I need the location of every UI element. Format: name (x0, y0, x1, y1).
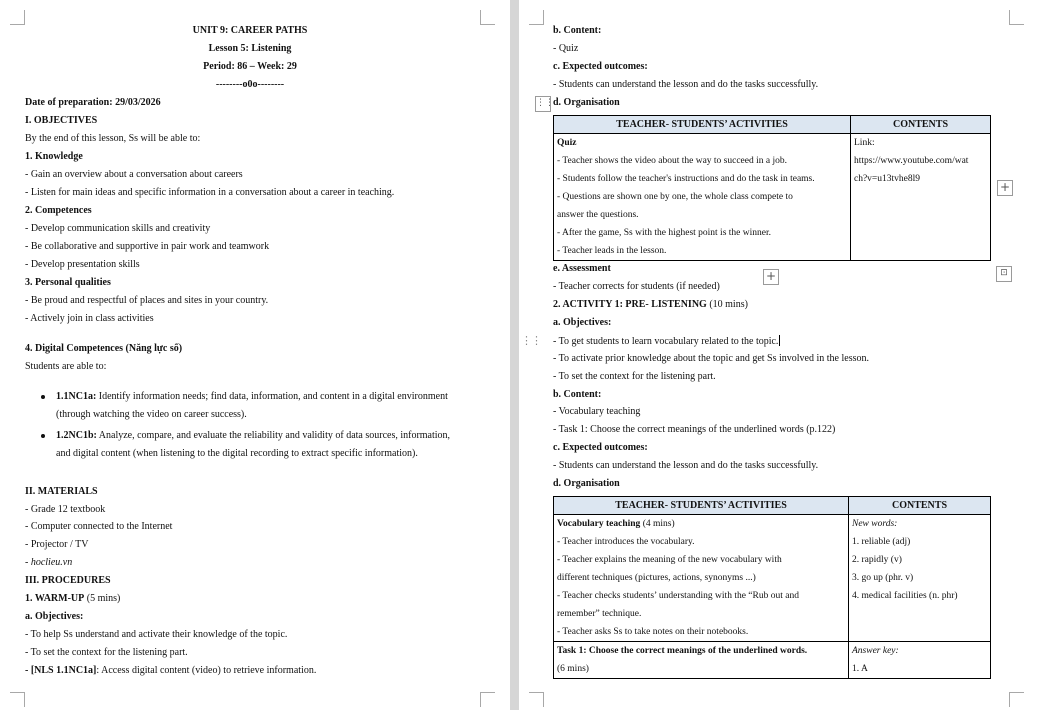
activity-line: - Teacher introduces the vocabulary. (557, 537, 695, 547)
assessment-item: - Teacher corrects for students (if needed) (553, 281, 720, 292)
add-column-button[interactable]: + (997, 180, 1013, 196)
personal-item: - Actively join in class activities (25, 313, 154, 324)
organisation-heading: d. Organisation (553, 97, 620, 108)
activity-line: - Teacher asks Ss to take notes on their notebooks. (557, 627, 749, 637)
crop-mark (529, 10, 544, 25)
activity-objective: - To get students to learn vocabulary related to the topic. (553, 336, 779, 347)
activity-organisation-heading: d. Organisation (553, 478, 620, 489)
warmup-heading: 1. WARM-UP (5 mins) (25, 593, 121, 604)
table-cell-activities[interactable] (554, 134, 851, 261)
drag-handle-icon[interactable]: ⋮⋮ (521, 334, 541, 347)
digital-bullet-line: 1.1NC1a: Identify information needs; find data, information, and content in a digital environment (56, 391, 448, 402)
competences-heading: 2. Competences (25, 205, 92, 216)
objectives-intro: By the end of this lesson, Ss will be able to: (25, 133, 201, 144)
table-move-handle-icon[interactable]: ⋮⋮ (535, 96, 551, 112)
table-pre-listening-activities (553, 496, 991, 679)
table-cell-activities[interactable] (554, 515, 849, 642)
outcomes-item: - Students can understand the lesson and do the tasks successfully. (553, 79, 819, 90)
knowledge-heading: 1. Knowledge (25, 151, 83, 162)
crop-mark (480, 692, 495, 707)
crop-mark (10, 10, 25, 25)
youtube-link[interactable]: https://www.youtube.com/wat (854, 156, 969, 166)
materials-heading: II. MATERIALS (25, 486, 98, 497)
procedures-heading: III. PROCEDURES (25, 575, 111, 586)
answer-key-item: 1. A (852, 664, 868, 674)
table-warmup-activities (553, 115, 991, 261)
document-page-left (0, 0, 510, 710)
crop-mark (1009, 10, 1024, 25)
new-words-title: New words: (852, 519, 898, 529)
activity-line: - After the game, Ss with the highest point is the winner. (557, 228, 771, 238)
table-resize-handle-icon[interactable]: ⊡ (996, 266, 1012, 282)
competences-item: - Be collaborative and supportive in pair work and teamwork (25, 241, 270, 252)
warmup-nls: - [NLS 1.1NC1a]: Access digital content (video) to retrieve information. (25, 665, 317, 676)
warmup-objectives-heading: a. Objectives: (25, 611, 84, 622)
lesson-title: Lesson 5: Listening (208, 43, 292, 54)
text-cursor (779, 335, 780, 346)
period-line: Period: 86 – Week: 29 (203, 61, 297, 72)
activity-line: - Questions are shown one by one, the whole class compete to (557, 192, 793, 202)
separator: --------o0o-------- (215, 79, 285, 90)
knowledge-item: - Gain an overview about a conversation about careers (25, 169, 243, 180)
table-header-activities: TEACHER- STUDENTS’ ACTIVITIES (554, 116, 851, 134)
activity-outcomes-item: - Students can understand the lesson and do the tasks successfully. (553, 460, 819, 471)
activity-line: - Students follow the teacher's instructions and do the task in teams. (557, 174, 815, 184)
row-time: (6 mins) (557, 664, 589, 674)
add-row-button[interactable]: + (763, 269, 779, 285)
new-word: 1. reliable (adj) (852, 537, 911, 547)
activity-content-item: - Task 1: Choose the correct meanings of the underlined words (p.122) (553, 424, 836, 435)
crop-mark (480, 10, 495, 25)
activity-objective: - To set the context for the listening part. (553, 371, 716, 382)
answer-key-title: Answer key: (852, 646, 899, 656)
activity-line: - Teacher explains the meaning of the new vocabulary with (557, 555, 782, 565)
activity-objectives-heading: a. Objectives: (553, 317, 612, 328)
row-title: Vocabulary teaching (4 mins) (557, 519, 675, 529)
row-title: Task 1: Choose the correct meanings of the underlined words. (557, 646, 808, 656)
youtube-link[interactable]: ch?v=u13tvhe8l9 (854, 174, 921, 184)
row-title: Quiz (557, 138, 577, 148)
digital-bullet-line: and digital content (when listening to the digital recording to extract specific information). (56, 448, 418, 459)
materials-item: - hoclieu.vn (25, 557, 73, 568)
document-page-right (519, 0, 1041, 710)
new-word: 4. medical facilities (n. phr) (852, 591, 958, 601)
knowledge-item: - Listen for main ideas and specific information in a conversation about a career in teaching. (25, 187, 395, 198)
warmup-objective: - To set the context for the listening part. (25, 647, 188, 658)
objectives-heading: I. OBJECTIVES (25, 115, 98, 126)
digital-heading: 4. Digital Competences (Năng lực số) (25, 343, 183, 354)
activity-heading: 2. ACTIVITY 1: PRE- LISTENING (10 mins) (553, 299, 748, 310)
new-word: 3. go up (phr. v) (852, 573, 914, 583)
bullet-icon (41, 395, 45, 399)
date-of-preparation: Date of preparation: 29/03/2026 (25, 97, 161, 108)
page-gutter (510, 0, 519, 710)
assessment-heading: e. Assessment (553, 263, 611, 274)
table-cell-contents[interactable] (851, 134, 991, 261)
materials-item: - Projector / TV (25, 539, 89, 550)
digital-bullet-line: 1.2NC1b: Analyze, compare, and evaluate the reliability and validity of data sources, information, (56, 430, 451, 441)
personal-heading: 3. Personal qualities (25, 277, 111, 288)
personal-item: - Be proud and respectful of places and sites in your country. (25, 295, 269, 306)
activity-line: answer the questions. (557, 210, 639, 220)
content-heading: b. Content: (553, 25, 602, 36)
activity-line: remember” technique. (557, 609, 642, 619)
materials-item: - Grade 12 textbook (25, 504, 106, 515)
digital-bullet-line: (through watching the video on career success). (56, 409, 247, 420)
content-item: - Quiz (553, 43, 579, 54)
warmup-objective: - To help Ss understand and activate their knowledge of the topic. (25, 629, 288, 640)
table-header-contents: CONTENTS (851, 116, 991, 134)
activity-outcomes-heading: c. Expected outcomes: (553, 442, 648, 453)
activity-line: - Teacher shows the video about the way to succeed in a job. (557, 156, 787, 166)
competences-item: - Develop presentation skills (25, 259, 140, 270)
activity-content-heading: b. Content: (553, 389, 602, 400)
table-header-contents: CONTENTS (849, 497, 991, 515)
activity-content-item: - Vocabulary teaching (553, 406, 641, 417)
contents-line: Link: (854, 138, 875, 148)
activity-line: different techniques (pictures, actions, synonyms ...) (557, 573, 756, 583)
activity-objective: - To activate prior knowledge about the topic and get Ss involved in the lesson. (553, 353, 869, 364)
table-cell-contents[interactable] (849, 642, 991, 679)
activity-line: - Teacher leads in the lesson. (557, 246, 667, 256)
activity-line: - Teacher checks students’ understanding with the “Rub out and (557, 591, 799, 601)
new-word: 2. rapidly (v) (852, 555, 902, 565)
digital-intro: Students are able to: (25, 361, 107, 372)
crop-mark (529, 692, 544, 707)
materials-item: - Computer connected to the Internet (25, 521, 173, 532)
unit-title: UNIT 9: CAREER PATHS (192, 25, 308, 36)
bullet-icon (41, 434, 45, 438)
table-header-activities: TEACHER- STUDENTS’ ACTIVITIES (554, 497, 849, 515)
crop-mark (10, 692, 25, 707)
competences-item: - Develop communication skills and creativity (25, 223, 211, 234)
table-cell-contents[interactable] (849, 515, 991, 642)
crop-mark (1009, 692, 1024, 707)
outcomes-heading: c. Expected outcomes: (553, 61, 648, 72)
table-cell-activities[interactable] (554, 642, 849, 679)
